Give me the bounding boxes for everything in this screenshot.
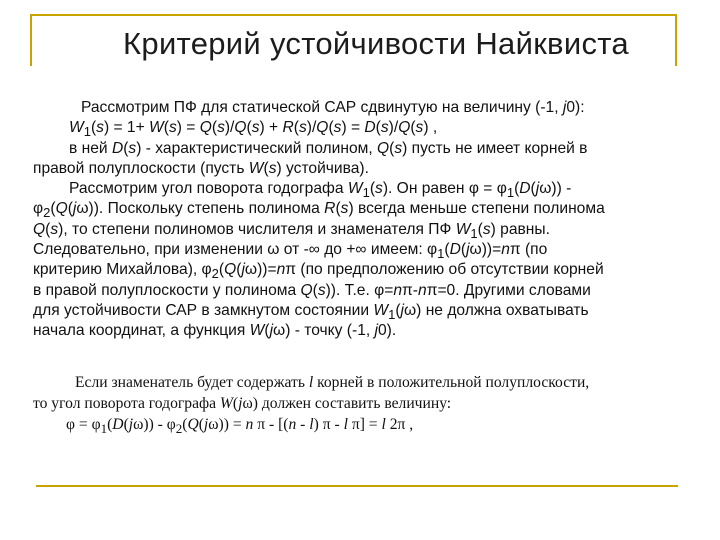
body-text-line: Q(s), то степени полиномов числителя и знаменателя ПФ $W_1(s)$ равны. xyxy=(33,220,550,241)
body-text-line: Следовательно, при изменении ω от -∞ до +∞ имеем: $\varphi_1(D(j\omega))=n\pi$ (по xyxy=(33,241,548,262)
body-text-line: Рассмотрим ПФ для статической САР сдвинутую на величину (-1, j0): xyxy=(81,99,585,116)
body-text-line: в правой полуплоскости у полинома Q(s)). Т.е. φ=nπ-nπ=0. Другими словами xyxy=(33,281,591,299)
serif-text xyxy=(33,372,693,435)
serif-text-line: то угол поворота годографа W(jω) должен составить величину: xyxy=(33,395,452,412)
body-text-line: $W_1(s) = 1+ W(s) = Q(s)/Q(s) + R(s)/Q(s) = D(s)/Q(s)$ , xyxy=(69,119,438,140)
body-text-line: Рассмотрим угол поворота годографа $W_1(s)$. Он равен $\varphi = \varphi_1(D(j\omega))$ - xyxy=(69,180,572,201)
body-text xyxy=(33,98,678,342)
frame-bottom-line xyxy=(36,485,678,487)
body-text-line: для устойчивости САР в замкнутом состоянии $W_1(j\omega)$ не должна охватывать xyxy=(33,301,589,323)
serif-text-line: $\varphi = \varphi_1(D(j\omega)) - \varphi_2(Q(j\omega)) = n$ π - [(n - l) π - l π] = l 2π , xyxy=(66,416,414,437)
body-text-line: правой полуплоскости (пусть W(s) устойчива). xyxy=(33,159,369,177)
slide-title: Критерий устойчивости Найквиста xyxy=(123,26,629,61)
body-text-line: критерию Михайлова), $\varphi_2(Q(j\omega))=n\pi$ (по предположению об отсутствии корней xyxy=(33,261,604,282)
body-text-line: в ней D(s) - характеристический полином, Q(s) пусть не имеет корней в xyxy=(69,139,588,157)
frame-top-line xyxy=(30,14,676,16)
serif-text-line: Если знаменатель будет содержать l корней в положительной полуплоскости, xyxy=(75,374,590,391)
body-text-line: $\varphi_2(Q(j\omega))$. Поскольку степень полинома R(s) всегда меньше степени полинома xyxy=(33,200,605,221)
body-text-line: начала координат, а функция W(jω) - точку (-1, j0). xyxy=(33,322,397,340)
frame-left-line xyxy=(30,14,32,66)
